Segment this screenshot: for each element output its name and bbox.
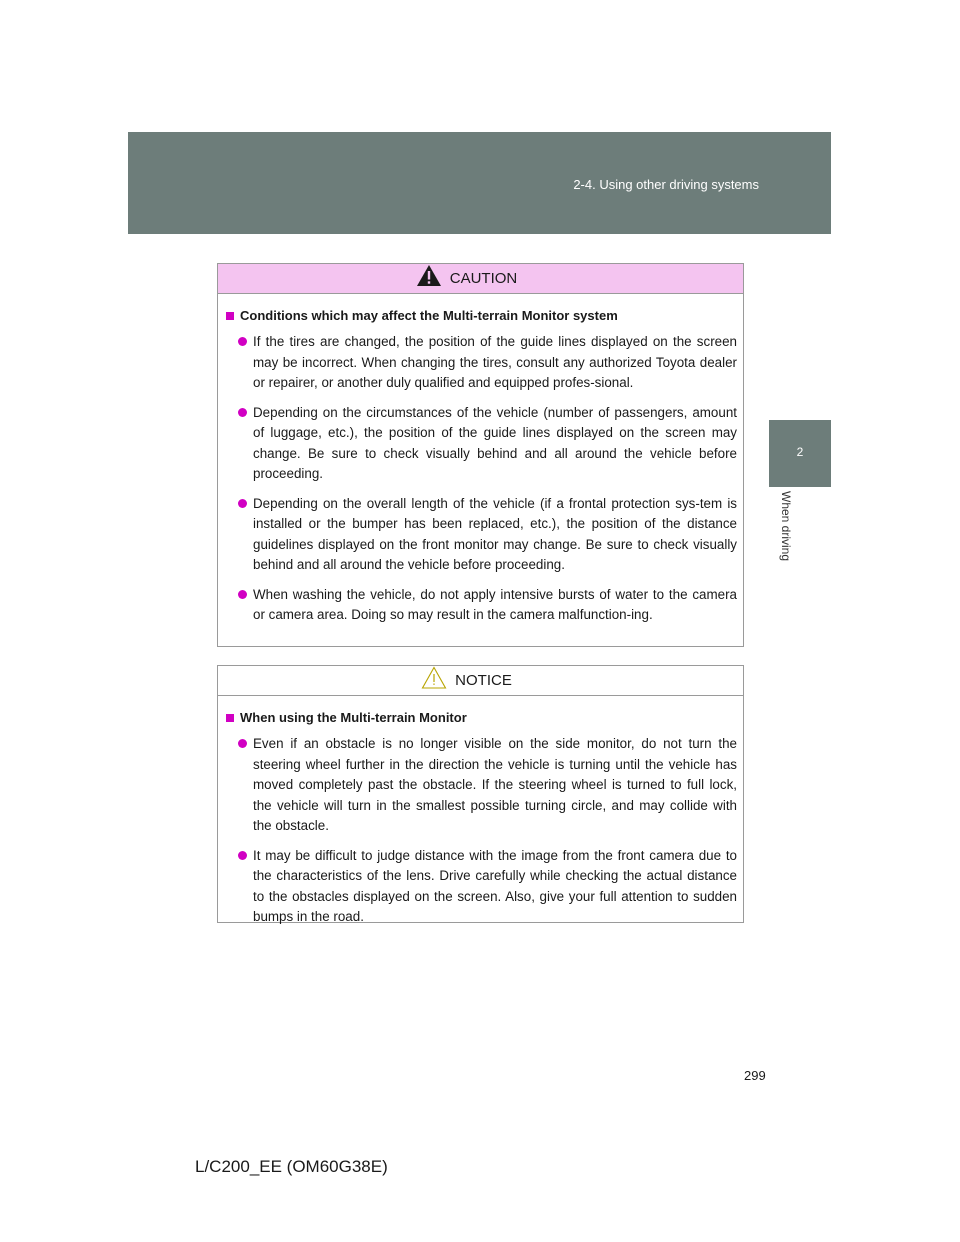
chapter-tab (769, 420, 831, 487)
header-band (128, 132, 831, 234)
manual-code: L/C200_EE (OM60G38E) (195, 1157, 388, 1176)
caution-topic (224, 306, 737, 326)
list-item (238, 734, 737, 837)
dot-bullet-icon (238, 739, 247, 748)
chapter-number: 2 (796, 445, 804, 459)
dot-bullet-icon (238, 337, 247, 346)
list-item (238, 332, 737, 394)
chapter-label: When driving (779, 491, 793, 562)
list-item-text: If the tires are changed, the position of the guide lines displayed on the screen may be incorrect. When changing the tires, consult any authorized Toyota dealer or repairer, or another duly qualified and equipped profes-sional. (253, 334, 737, 390)
square-bullet-icon (226, 312, 234, 320)
side-tab (769, 234, 831, 419)
notice-topic (224, 708, 737, 728)
list-item-text: Even if an obstacle is no longer visible on the side monitor, do not turn the steering wheel further in the direction the vehicle is turning until the vehicle has moved completely past the obstacle. If the steering wheel is turned to full lock, the vehicle will turn in the smallest possible turning circle, and may collide with the obstacle. (253, 736, 737, 833)
caution-body (218, 294, 743, 626)
list-item-text: When washing the vehicle, do not apply intensive bursts of water to the camera or camera area. Doing so may result in the camera malfunction-ing. (253, 586, 737, 622)
list-item (238, 403, 737, 485)
warning-triangle-outline-icon (421, 666, 447, 689)
caution-header (218, 264, 743, 294)
chapter-label-strip (769, 487, 831, 627)
notice-title: NOTICE (455, 672, 512, 689)
warning-triangle-filled-icon (416, 264, 442, 287)
dot-bullet-icon (238, 590, 247, 599)
dot-bullet-icon (238, 499, 247, 508)
list-item (238, 585, 737, 626)
notice-body (218, 696, 743, 928)
page-number: 299 (744, 1068, 766, 1083)
list-item-text: It may be difficult to judge distance with the image from the front camera due to the characteristics of the lens. Drive carefully while checking the actual distance to the obstacles displayed on the screen. Also, give your full attention to sudden bumps in the road. (253, 847, 737, 924)
caution-box (217, 263, 744, 647)
notice-header (218, 666, 743, 696)
square-bullet-icon (226, 714, 234, 722)
dot-bullet-icon (238, 851, 247, 860)
notice-box (217, 665, 744, 923)
notice-topic-text: When using the Multi-terrain Monitor (240, 710, 467, 725)
dot-bullet-icon (238, 408, 247, 417)
section-title: 2-4. Using other driving systems (573, 177, 759, 192)
list-item (238, 494, 737, 576)
caution-title: CAUTION (449, 270, 518, 287)
caution-topic-text: Conditions which may affect the Multi-terrain Monitor system (240, 308, 618, 323)
list-item-text: Depending on the overall length of the vehicle (if a frontal protection sys-tem is installed or the bumper has been replaced, etc.), the position of the distance guidelines displayed on the front monitor may change. Be sure to check visually behind and all around the vehicle before proceeding. (253, 495, 737, 572)
list-item-text: Depending on the circumstances of the vehicle (number of passengers, amount of luggage, etc.), the position of the guide lines displayed on the screen may change. Be sure to check visually behind and all around the vehicle before proceeding. (253, 404, 737, 481)
list-item (238, 846, 737, 928)
